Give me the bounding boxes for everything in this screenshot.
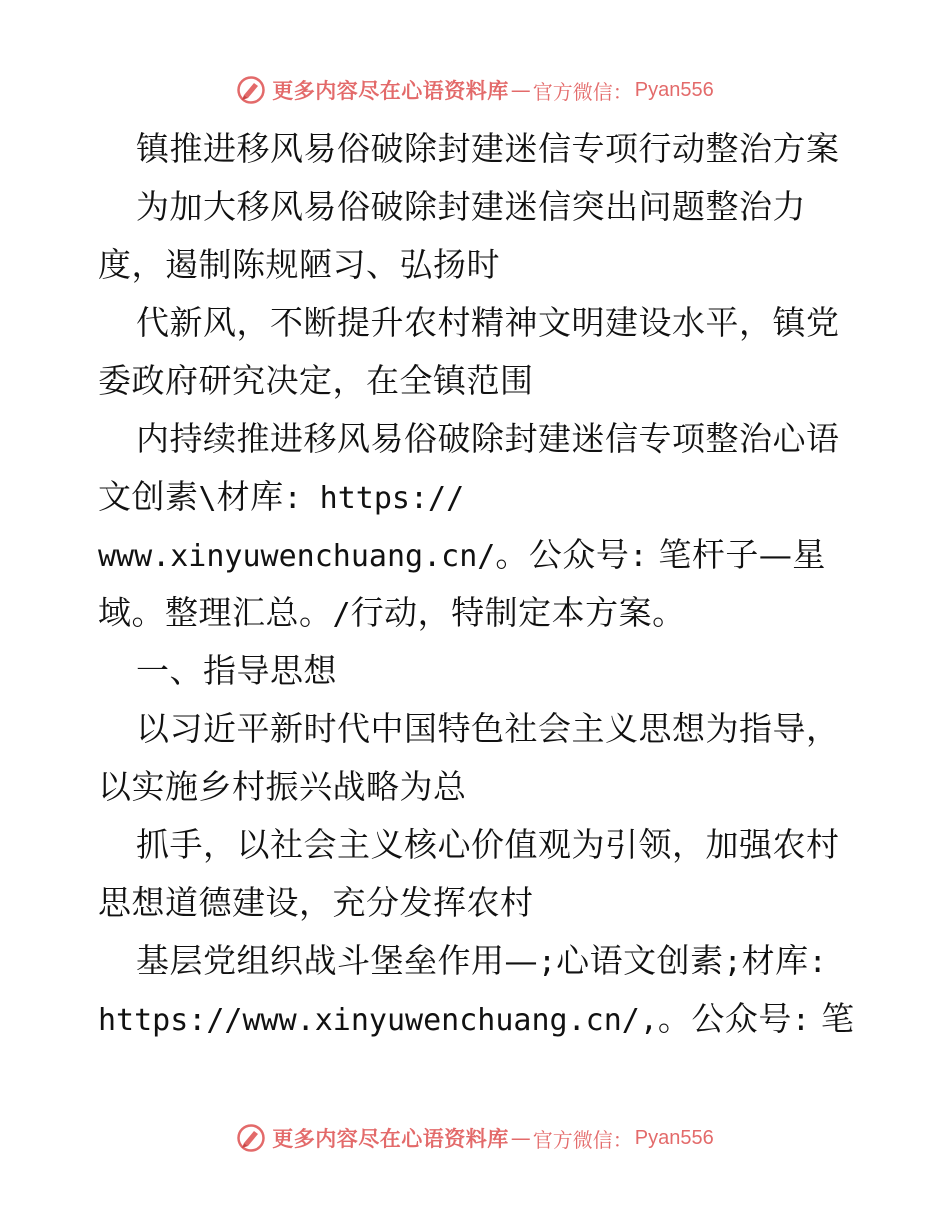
inline-ascii-text: \ (198, 481, 217, 516)
inline-ascii-text: https://www.xinyuwenchuang.cn/, (98, 1003, 658, 1038)
document-line: 内持续推进移风易俗破除封建迷信专项整治心语 (136, 419, 840, 458)
watermark-dash: — (510, 78, 531, 102)
document-line: 一、指导思想 (136, 651, 337, 690)
document-line: 以实施乡村振兴战略为总 (98, 767, 467, 806)
inline-ascii-text: : https:// (283, 481, 465, 516)
document-line: 委政府研究决定，在全镇范围 (98, 361, 534, 400)
document-line: 为加大移风易俗破除封建迷信突出问题整治力 (136, 187, 806, 226)
watermark-wechat-label: 官方微信： (532, 79, 633, 104)
watermark-main-text: 更多内容尽在心语资料库 (272, 78, 509, 103)
document-line: 度，遏制陈规陋习、弘扬时 (98, 245, 500, 284)
document-body (98, 120, 858, 1048)
watermark-main-text: 更多内容尽在心语资料库 (272, 1126, 509, 1151)
document-line: 基层党组织战斗堡垒作用—;心语文创素;材库: (136, 941, 827, 980)
inline-ascii-text: / (332, 597, 351, 632)
document-line: 思想道德建设，充分发挥农村 (98, 883, 534, 922)
document-line: https://www.xinyuwenchuang.cn/,。公众号: 笔 (98, 999, 855, 1038)
inline-ascii-text: : (791, 1003, 810, 1038)
header-watermark (0, 70, 950, 110)
document-line: 镇推进移风易俗破除封建迷信专项行动整治方案 (136, 129, 840, 168)
watermark-wechat-id: Pyan556 (634, 78, 714, 101)
watermark-dash: — (510, 1126, 531, 1150)
document-line: www.xinyuwenchuang.cn/。公众号: 笔杆子—星 (98, 535, 826, 574)
watermark-wechat-id: Pyan556 (634, 1126, 714, 1149)
inline-ascii-text: www.xinyuwenchuang.cn/ (98, 539, 496, 574)
document-line: 代新风，不断提升农村精神文明建设水平，镇党 (136, 303, 840, 342)
document-line: 以习近平新时代中国特色社会主义思想为指导， (136, 709, 840, 748)
pen-logo-icon (236, 75, 266, 105)
inline-ascii-text: : (629, 539, 648, 574)
watermark-wechat-label: 官方微信： (532, 1127, 633, 1152)
document-line: 域。整理汇总。/行动，特制定本方案。 (98, 593, 686, 632)
footer-watermark (0, 1118, 950, 1158)
inline-ascii-text: ; (723, 945, 742, 980)
document-line: 文创素\材库: https:// (98, 477, 465, 516)
document-line: 抓手，以社会主义核心价值观为引领，加强农村 (136, 825, 840, 864)
pen-logo-icon (236, 1123, 266, 1153)
inline-ascii-text: ; (538, 945, 557, 980)
inline-ascii-text: : (808, 945, 827, 980)
